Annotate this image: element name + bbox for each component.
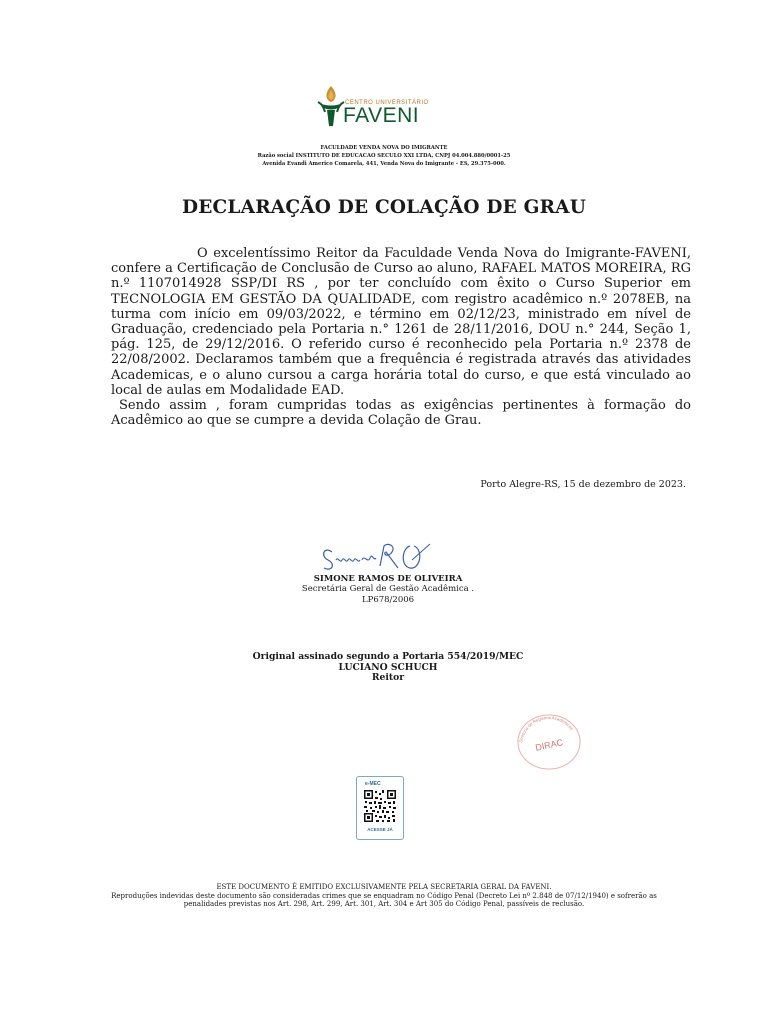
stamp-bottom-text (539, 771, 562, 772)
institution-legal: Razão social INSTITUTO DE EDUCACAO SECULO XXI LTDA, CNPJ 04.004.880/0001-25 (257, 153, 511, 159)
svg-text:Conteúdo (539, 771, 562, 772)
institution-info (140, 144, 628, 168)
date-line: Porto Alegre-RS, 15 de dezembro de 2023. (480, 479, 686, 490)
stamp-center-text: DIRAC (534, 737, 564, 753)
institution-name: FACULDADE VENDA NOVA DO IMIGRANTE (320, 145, 448, 151)
rector-title: Reitor (371, 672, 405, 683)
handwritten-signature (318, 538, 438, 576)
qr-access-label: ACESSE JÁ (367, 827, 393, 832)
dirac-stamp (510, 712, 588, 772)
signatory-name: SIMONE RAMOS DE OLIVEIRA (313, 574, 463, 584)
document-title: DECLARAÇÃO DE COLAÇÃO DE GRAU (181, 197, 587, 218)
rector-name: LUCIANO SCHUCH (338, 661, 438, 673)
document-footer (60, 883, 708, 909)
footer-legal-warning-cont: penalidades previstas nos Art. 298, Art. 299, Art. 301, Art. 304 e Art 305 do Código Penal, passíveis de reclusão. (183, 900, 585, 908)
torch-icon (316, 84, 346, 128)
body-paragraph-2: Sendo assim , foram cumpridas todas as exigências pertinentes à formação do Acadêmico ao que se cumpre a devida Colação de Grau. (111, 398, 691, 429)
body-paragraph-1: O excelentíssimo Reitor da Faculdade Venda Nova do Imigrante-FAVENI, confere a Certificação de Conclusão de Curso ao aluno, RAFAEL MATOS MOREIRA, RG n.º 1107014928 SSP/DI RS , por ter concluído com êxito o Curso Superior em TECNOLOGIA EM GESTÃO DA QUALIDADE, com registro acadêmico n.º 2078EB, na turma com início em 09/03/2022, e término em 02/12/23, ministrado em nível de Graduação, credenciado pela Portaria n.° 1261 de 28/11/2016, DOU n.° 244, Seção 1, pág. 125, de 29/12/2016. O referido curso é reconhecido pela Portaria n.º 2378 de 22/08/2002. Declaramos também que a frequência é registrada através das atividades Academicas, e o aluno cursou a carga horária total do curso, e que está vinculado ao local de aulas em Modalidade EAD. (111, 246, 691, 398)
declaration-body (111, 246, 691, 428)
original-signed-block (200, 652, 576, 684)
emec-qr-code[interactable] (356, 776, 404, 840)
qr-code-icon (363, 789, 397, 823)
footer-issued-by: ESTE DOCUMENTO É EMITIDO EXCLUSIVAMENTE PELA SECRETARIA GERAL DA FAVENI. (216, 883, 552, 891)
emec-label: e-MEC (365, 781, 381, 787)
faveni-logo (312, 80, 434, 132)
signatory-registration: LP678/2006 (361, 595, 415, 605)
signatory-role: Secretária Geral de Gestão Acadêmica . (301, 584, 475, 594)
original-signed-note: Original assinado segundo a Portaria 554/2019/MEC (252, 651, 524, 662)
footer-legal-warning: Reproduções indevidas deste documento são consideradas crimes que se enquadram no Código Penal (Decreto Lei nº 2.848 de 07/12/1940) e sofrerão as (111, 891, 657, 900)
institution-address: Avenida Evandi Americo Comarela, 441, Venda Nova do Imigrante - ES, 29.375-000. (262, 161, 506, 167)
logo-subtitle: CENTRO UNIVERSITÁRIO (345, 100, 429, 106)
logo-title: FAVENI (343, 104, 420, 127)
stamp-top-text: Diretoria de Registros Acadêmicos (518, 714, 575, 743)
